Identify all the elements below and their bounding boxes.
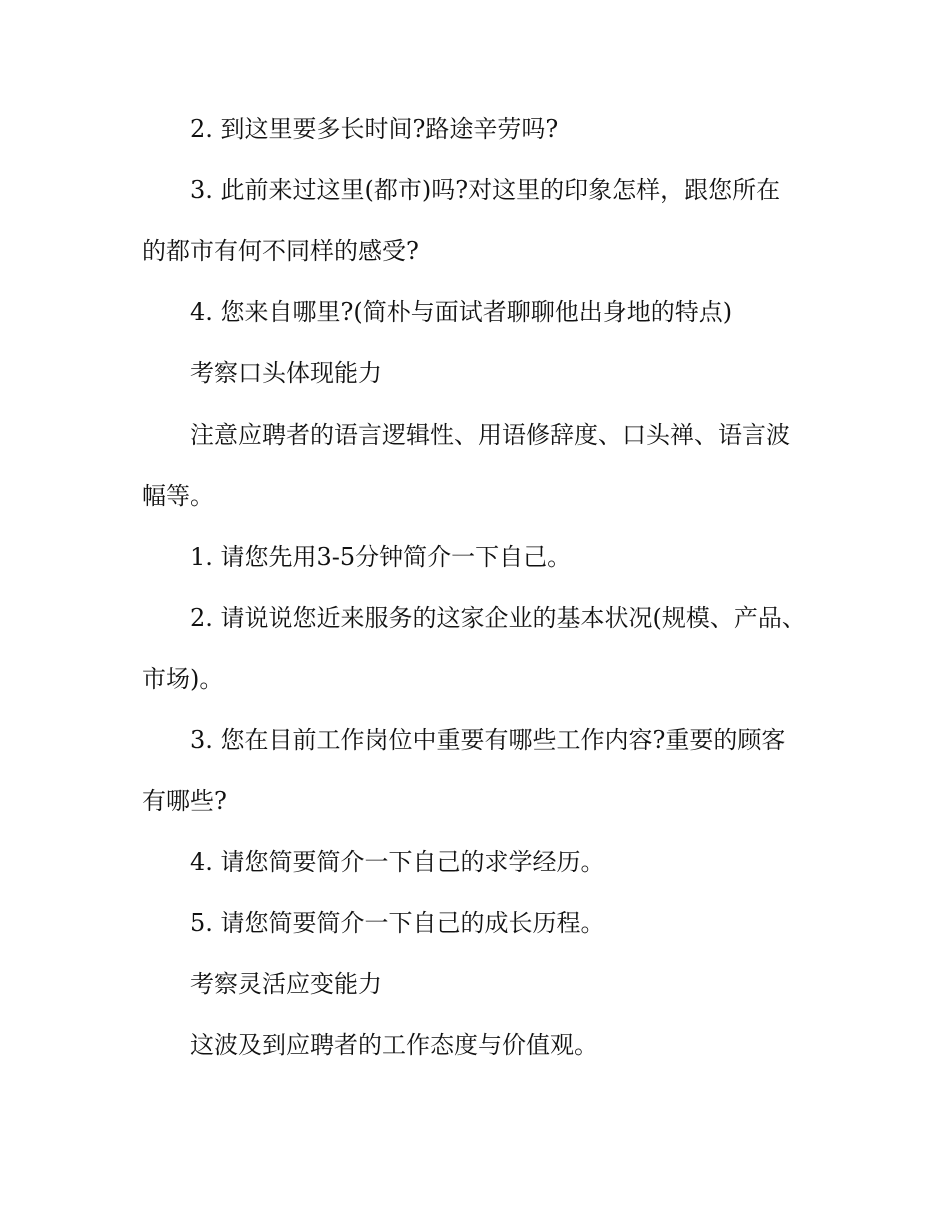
- question-self-introduction: 1. 请您先用3-5分钟简介一下自己。: [190, 543, 572, 571]
- verbal-ability-note: 注意应聘者的语言逻辑性、用语修辞度、口头禅、语言波: [190, 421, 790, 449]
- question-visited-before: 3. 此前来过这里(都市)吗?对这里的印象怎样，跟您所在: [190, 176, 781, 204]
- question-job-content: 3. 您在目前工作岗位中重要有哪些工作内容?重要的顾客: [190, 726, 786, 754]
- section-heading-adaptability: 考察灵活应变能力: [190, 970, 382, 998]
- question-company-overview-continued: 市场)。: [142, 665, 224, 693]
- question-education: 4. 请您简要简介一下自己的求学经历。: [190, 848, 605, 876]
- section-heading-verbal-ability: 考察口头体现能力: [190, 359, 382, 387]
- question-travel-time: 2. 到这里要多长时间?路途辛劳吗?: [190, 115, 559, 143]
- question-job-content-continued: 有哪些?: [142, 787, 227, 815]
- question-growth-history: 5. 请您简要简介一下自己的成长历程。: [190, 909, 605, 937]
- adaptability-note: 这波及到应聘者的工作态度与价值观。: [190, 1031, 598, 1059]
- question-company-overview: 2. 请说说您近来服务的这家企业的基本状况(规模、产品、: [190, 604, 806, 632]
- question-visited-before-continued: 的都市有何不同样的感受?: [142, 237, 419, 265]
- verbal-ability-note-continued: 幅等。: [142, 482, 214, 510]
- question-hometown: 4. 您来自哪里?(简朴与面试者聊聊他出身地的特点): [190, 298, 733, 326]
